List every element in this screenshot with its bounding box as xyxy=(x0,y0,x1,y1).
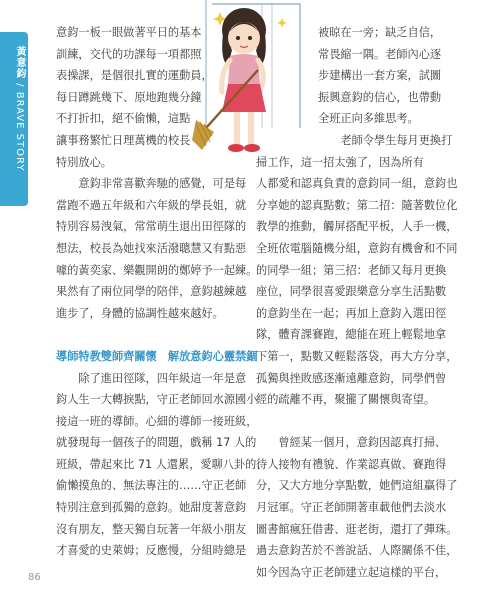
body-line: 掃工作，這一招太強了，因為所有 xyxy=(256,155,424,169)
body-line: 進步了，身體的協調性越來越好。 xyxy=(56,306,224,320)
right-column xyxy=(256,22,460,583)
blank-line xyxy=(256,411,460,433)
body-line: 待人接物有禮貌、作業認真做、賽跑得 xyxy=(256,457,447,471)
body-line: 特別注意到孤獨的意鈞。她甜度著意鈞 xyxy=(56,501,247,515)
body-line: 當跑不過五年級和六年級的學長姐，就 xyxy=(56,198,247,212)
body-line: 老師令學生每月更換打 xyxy=(318,133,453,147)
body-line: 接這一班的導師。心細的導師一接班級， xyxy=(56,414,258,428)
chapter-side-tab xyxy=(0,32,28,206)
body-line: 振興意鈞的信心，也帶動 xyxy=(318,90,442,104)
body-line: 曾經某一個月，意鈞因認真打掃、 xyxy=(256,436,447,450)
section-heading: 導師特教雙師齊關懷 解放意鈞心靈禁錮 xyxy=(56,349,258,363)
body-line: 班級，帶起來比 71 人還累，愛聊八卦的、 xyxy=(56,457,268,471)
body-line: 特別放心。 xyxy=(56,155,112,169)
body-line: 就發現每一個孩子的問題，戲稱 17 人的 xyxy=(56,436,257,450)
body-line: 下第一，點數又輕鬆落袋，再大方分享， xyxy=(256,349,458,363)
body-line: 意鈞非常喜歡奔馳的感覺，可是每 xyxy=(56,177,247,191)
body-line: 隊，體育課賽跑，總能在班上輕鬆地拿 xyxy=(256,328,447,342)
body-line: 意鈞一板一眼做著平日的基本 xyxy=(56,26,202,39)
body-line: 人都愛和認真負責的意鈞同一組，意鈞也 xyxy=(256,177,458,191)
page-number: 86 xyxy=(28,572,41,583)
body-line: 孤獨與挫敗感逐漸遠離意鈞，同學們曾 xyxy=(256,371,447,385)
side-tab-name: 黃意鈞 xyxy=(14,46,25,79)
body-line: 偷懶摸魚的、無法專注的……守正老師 xyxy=(56,479,247,493)
body-line: 全班正向多維思考。 xyxy=(318,112,419,126)
body-line: 月冠軍。守正老師開著車載他們去淡水 xyxy=(256,501,447,515)
body-line: 如今因為守正老師建立起這樣的平台， xyxy=(256,565,447,579)
body-line: 的意鈞坐在一起；再加上意鈞入選田徑 xyxy=(256,306,447,320)
body-line: 沒有朋友，整天獨自玩著一年級小朋友 xyxy=(56,522,247,536)
body-line: 不打折扣，絕不偷懶，這點 xyxy=(56,112,191,126)
body-line: 常畏縮一隅。老師內心逐 xyxy=(318,47,442,61)
body-line: 每日蹲跳幾下、原地跑幾分鐘 xyxy=(56,90,202,104)
side-tab-separator: / xyxy=(14,79,25,92)
body-line: 全班依電腦隨機分組，意鈞有機會和不同 xyxy=(256,241,458,255)
body-line: 訓練，交代的功課每一項都照 xyxy=(56,47,202,61)
body-line: 被晾在一旁；缺乏自信， xyxy=(318,26,442,39)
side-tab-title: BRAVE STORY xyxy=(14,91,25,172)
body-line: 分享她的認真點數；第二招：隨著數位化 xyxy=(256,198,458,212)
body-line: 噱的黃奕家、樂觀開朗的鄭婷予一起練。 xyxy=(56,263,258,277)
body-line: 分，又大方地分享點數，她們這組贏得了 xyxy=(256,479,458,493)
blank-line xyxy=(56,324,244,346)
body-line: 經的疏離不再，聚攏了關懷與寄望。 xyxy=(256,393,436,407)
body-line: 教學的推動，觸屏搭配平板，人手一機， xyxy=(256,220,458,234)
left-column xyxy=(56,22,268,562)
body-line: 步建構出一套方案，試圖 xyxy=(318,69,442,83)
body-line: 讓事務繁忙日理萬機的校長 xyxy=(56,133,191,147)
body-line: 座位，同學很喜愛跟樂意分享生活點數 xyxy=(256,285,447,299)
body-line: 過去意鈞苦於不善說話、人際關係不佳， xyxy=(256,544,458,558)
body-line: 除了進田徑隊，四年級這一年是意 xyxy=(56,371,247,385)
body-line: 的同學一組；第三招：老師又每月更換 xyxy=(256,263,447,277)
body-line: 圖書館瘋狂借書、逛老街，還打了彈珠。 xyxy=(256,522,458,536)
body-line: 鈞人生一大轉捩點，守正老師回水源國小 xyxy=(56,393,258,407)
chapter-side-label xyxy=(14,46,24,171)
body-line: 才喜愛的史萊姆；反應慢，分組時總是 xyxy=(56,544,247,558)
body-line: 想法，校長為她找來活潑聰慧又有點惡 xyxy=(56,241,247,255)
body-line: 特別容易洩氣，常常萌生退出田徑隊的 xyxy=(56,220,247,234)
body-line: 果然有了兩位同學的陪伴，意鈞越練越 xyxy=(56,285,247,299)
body-line: 表操課，是個很扎實的運動員， xyxy=(56,69,213,83)
